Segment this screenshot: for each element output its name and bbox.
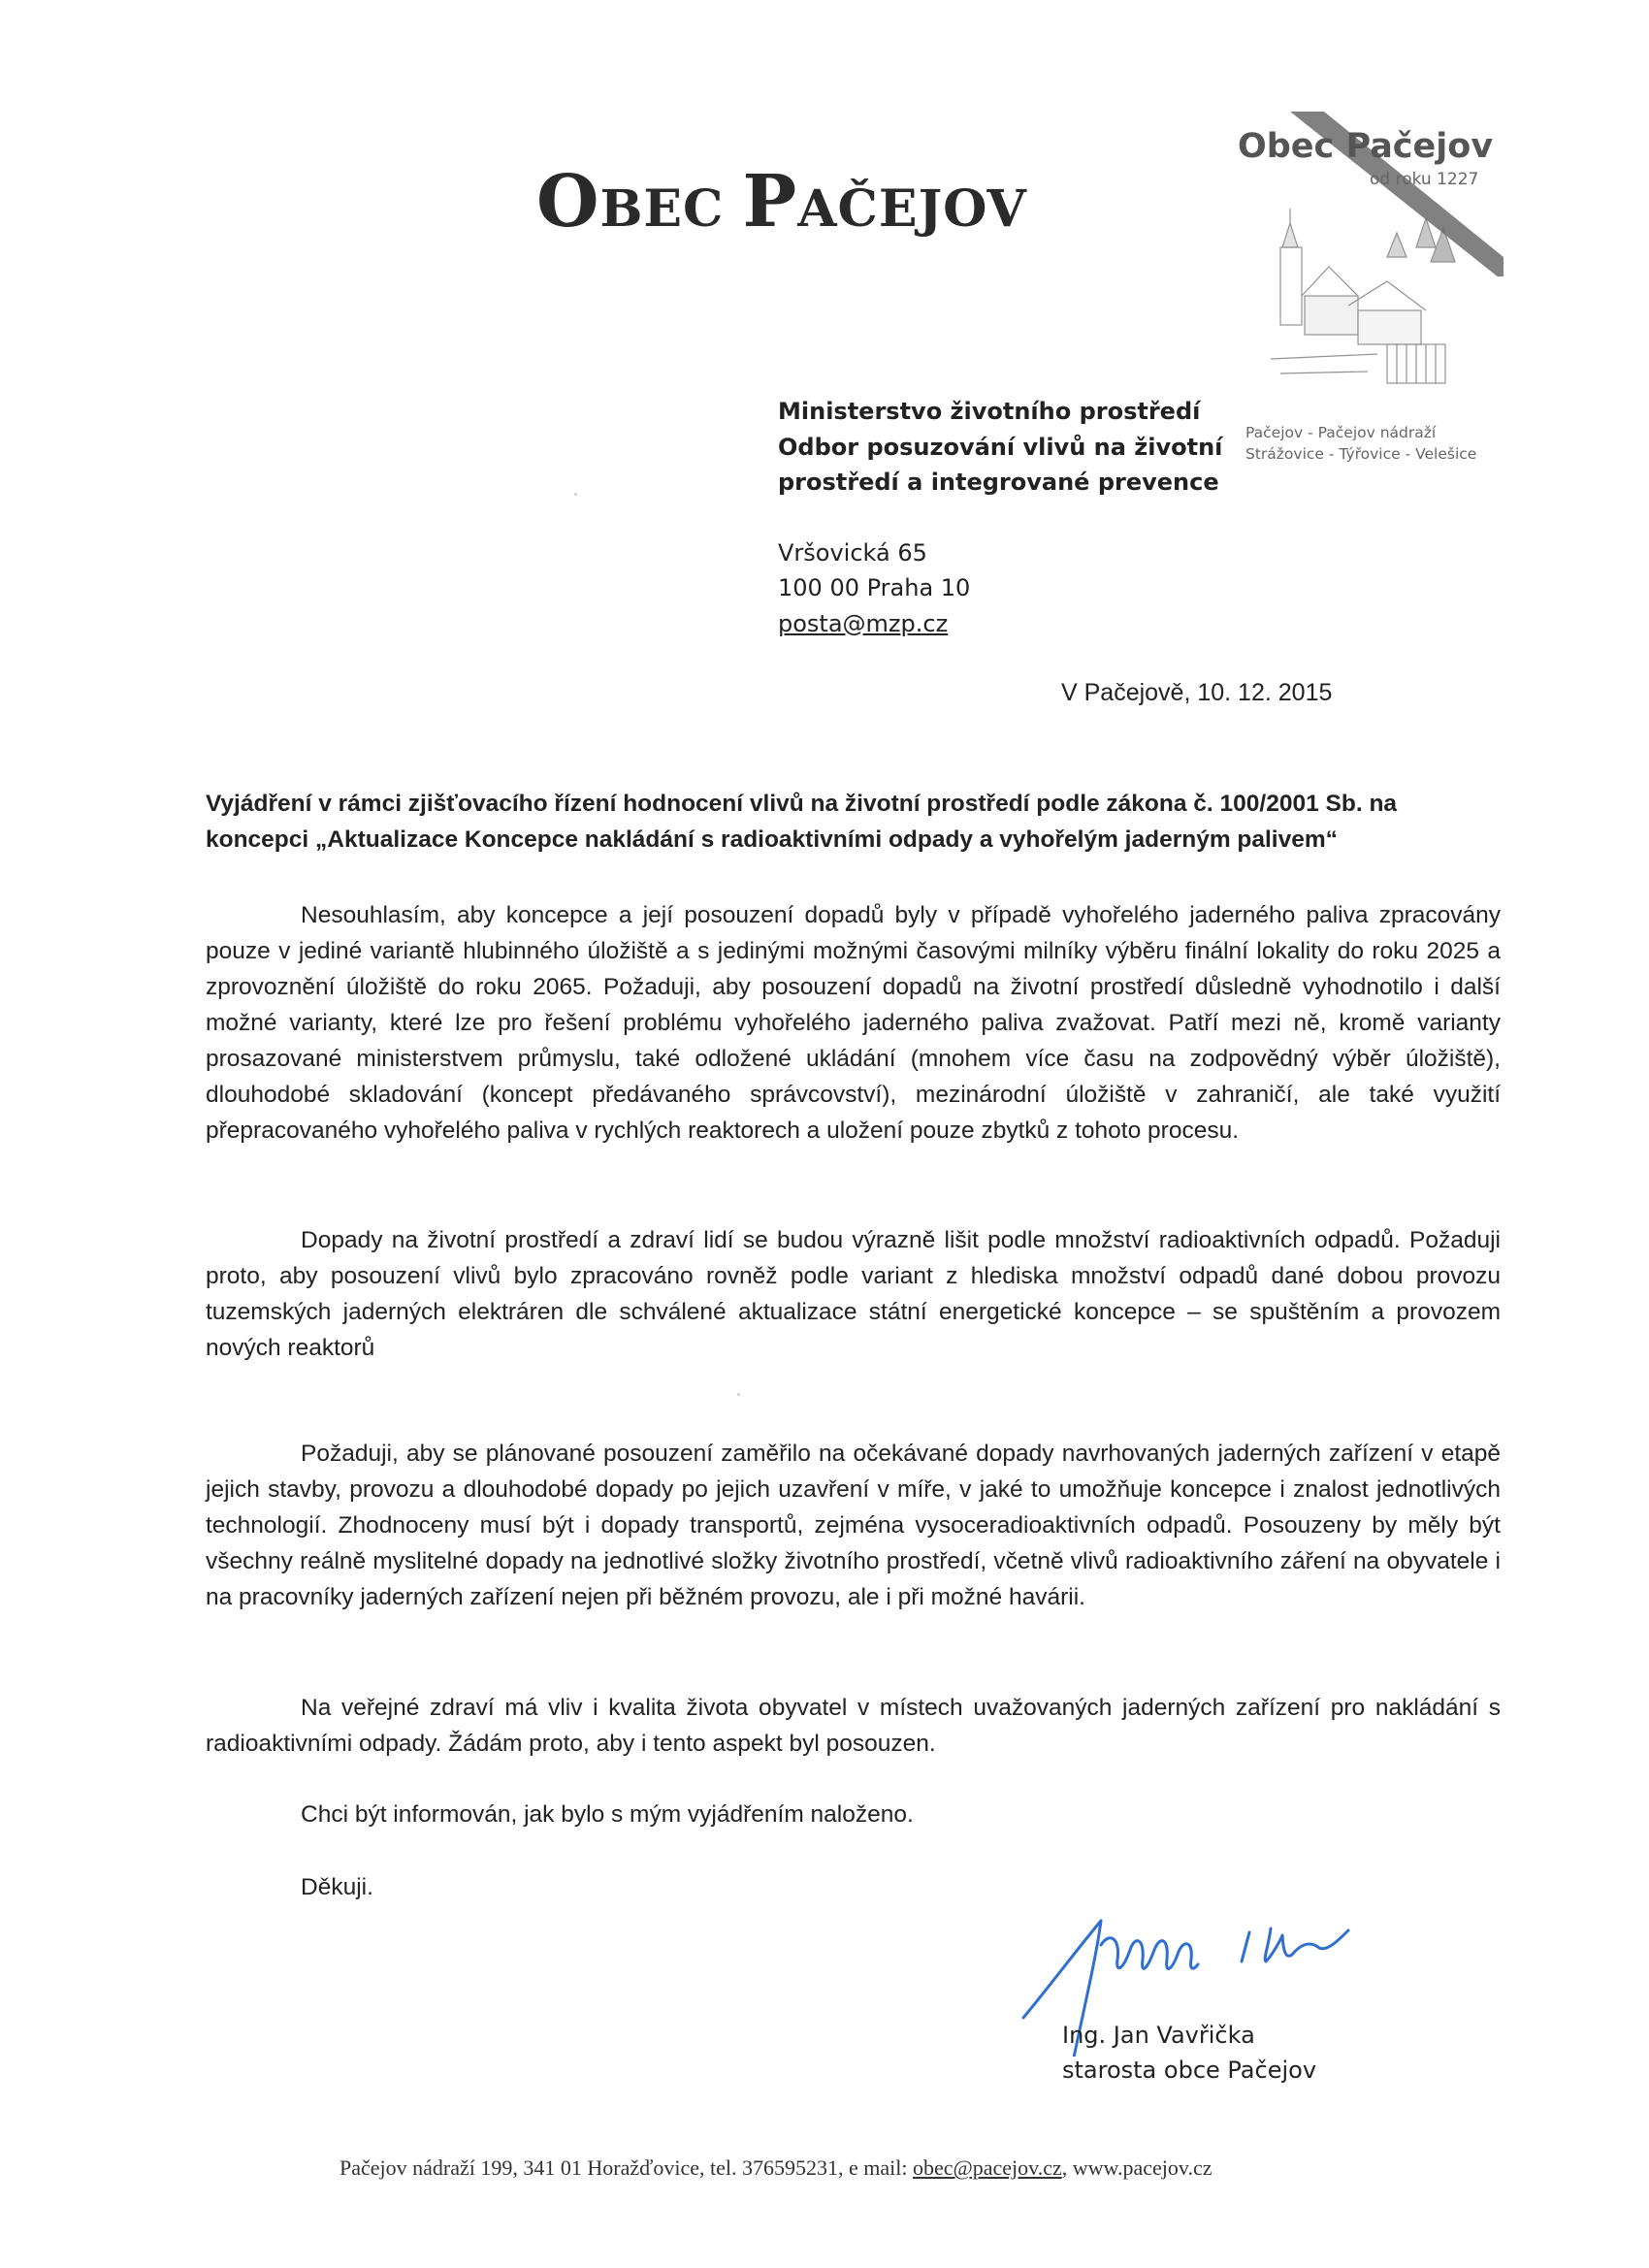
signer-role: starosta obce Pačejov xyxy=(1062,2057,1317,2084)
logo-since: od roku 1227 xyxy=(1370,170,1479,189)
recipient-line-1: Ministerstvo životního prostředí xyxy=(778,398,1201,425)
recipient-address xyxy=(778,394,1222,641)
scan-artifact xyxy=(737,1393,740,1396)
letter-date: V Pačejově, 10. 12. 2015 xyxy=(1061,679,1333,706)
footer-web: www.pacejov.cz xyxy=(1072,2155,1212,2180)
signer-block xyxy=(1062,2018,1316,2088)
municipality-logo xyxy=(1212,112,1504,480)
letter-subject: Vyjádření v rámci zjišťovacího řízení hodnocení vlivů na životní prostředí podle zákona č. 100/2001 Sb. na koncepci „Aktualizace Koncepce nakládání s radioaktivními odpady a vyhořelým jaderným palivem“ xyxy=(206,791,1398,853)
footer-address: Pačejov nádraží 199, 341 01 Horažďovice, tel. 376595231, e mail: xyxy=(340,2155,913,2180)
logo-villages: Pačejov - Pačejov nádraží Strážovice - Týřovice - Velešice xyxy=(1245,424,1477,463)
paragraph-6: Děkuji. xyxy=(301,1874,373,1900)
scan-artifact xyxy=(574,493,577,496)
paragraph-5: Chci být informován, jak bylo s mým vyjádřením naloženo. xyxy=(301,1801,914,1828)
logo-name: Obec Pačejov xyxy=(1238,127,1494,166)
recipient-street: Vršovická 65 xyxy=(778,538,927,567)
letter-footer: Pačejov nádraží 199, 341 01 Horažďovice, tel. 376595231, e mail: obec@pacejov.cz, www.pacejov.cz xyxy=(340,2155,1212,2180)
signer-name: Ing. Jan Vavřička xyxy=(1062,2022,1255,2049)
paragraph-1: Nesouhlasím, aby koncepce a její posouzení dopadů byly v případě vyhořelého jaderného paliva zpracovány pouze v jediné variantě hlubinného úložiště a s jedinými možnými časovými milníky výběru finální lokality do roku 2025 a zprovoznění úložiště do roku 2065. Požaduji, aby posouzení dopadů na životní prostředí důsledně vyhodnotilo i další možné varianty, které lze pro řešení problému vyhořelého jaderného paliva zvažovat. Patří mezi ně, kromě varianty prosazované ministerstvem průmyslu, také odložené ukládání (mnohem více času na zodpovědný výběr úložiště), dlouhodobé skladování (koncept předávaného správcovství), mezinárodní úložiště v zahraničí, ale také využití přepracovaného vyhořelého paliva v rychlých reaktorech a uložení pouze zbytků z tohoto procesu. xyxy=(206,902,1501,1144)
letterhead-title: OBEC PAČEJOV xyxy=(536,160,1027,243)
recipient-email-link[interactable]: posta@mzp.cz xyxy=(778,609,949,637)
paragraph-2: Dopady na životní prostředí a zdraví lidí se budou výrazně lišit podle množství radioaktivních odpadů. Požaduji proto, aby posouzení vlivů bylo zpracováno rovněž podle variant z hlediska množství odpadů dané dobou provozu tuzemských jaderných elektráren dle schválené aktualizace státní energetické koncepce – se spuštěním a provozem nových reaktorů xyxy=(206,1227,1501,1361)
paragraph-4: Na veřejné zdraví má vliv i kvalita života obyvatel v místech uvažovaných jaderných zařízení pro nakládání s radioaktivními odpady. Žádám proto, aby i tento aspekt byl posouzen. xyxy=(206,1695,1501,1757)
recipient-line-3: prostředí a integrované prevence xyxy=(778,469,1219,496)
footer-email-link[interactable]: obec@pacejov.cz xyxy=(912,2155,1062,2180)
recipient-city: 100 00 Praha 10 xyxy=(778,574,971,601)
paragraph-3: Požaduji, aby se plánované posouzení zaměřilo na očekávané dopady navrhovaných jaderných zařízení v etapě jejich stavby, provozu a dlouhodobé dopady po jejich uzavření v míře, v jaké to umožňuje koncepce i znalost jednotlivých technologií. Zhodnoceny musí být i dopady transportů, zejména vysoceradioaktivních odpadů. Posouzeny by měly být všechny reálně myslitelné dopady na jednotlivé složky životního prostředí, včetně vlivů radioaktivního záření na obyvatele i na pracovníky jaderných zařízení nejen při běžném provozu, ale i při možné havárii. xyxy=(206,1441,1501,1610)
recipient-line-2: Odbor posuzování vlivů na životní xyxy=(778,433,1223,461)
